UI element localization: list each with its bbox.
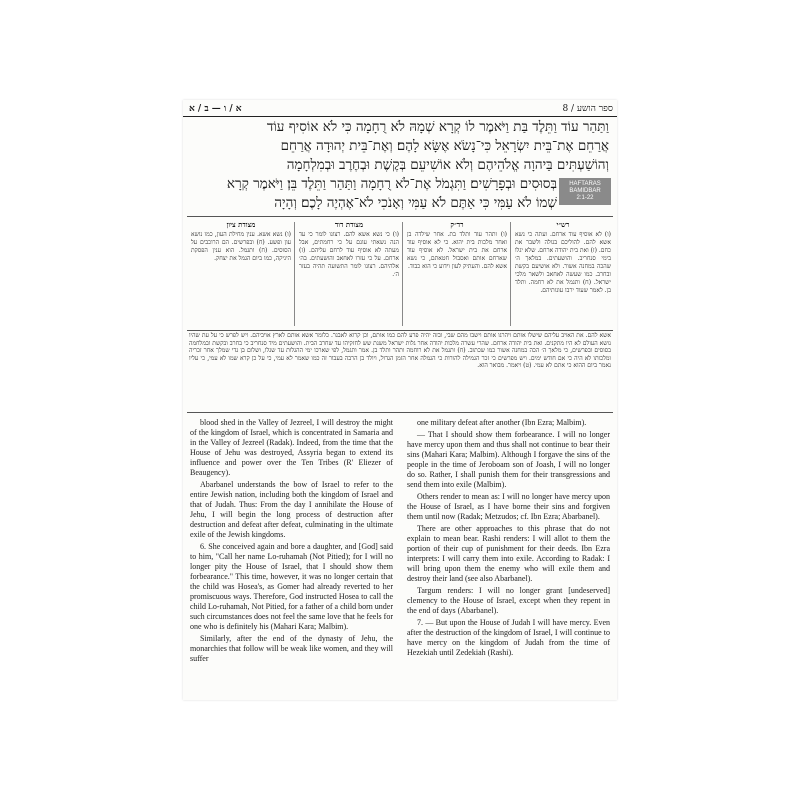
- commentary-column-metzudas-david: [299, 220, 399, 328]
- commentary-text: (ו) לא אוסיף עוד ארחם. ועתה כי נשא אשא להם. להוליכם בגולה ולשבר את כחם. (ז) ואת בית יהודה ארחם. שלא יגלו בימי סנחריב. והושעתים. במלאך ה׳ שהכה במחנה אשור. ולא אושיעם בקשת ובחרב. כמו שעשה לאחאב ולשאר מלכי ישראל. (ח) ותגמל את לא רחמה. ותלד בן. לאמר שעוד ירבו עונותיהם.: [515, 231, 611, 294]
- commentary-continuation: אשא להם. את האויב עליהם שישלו אותם ויהרגו אותם וישבו מהם שבי, ובזה יהיה פרע להם כמו אותם, וכן קרוא לאבנר. כלומר אשא אותם לארץ אויביהם. ויש לפרש כי על עת שהיו נושא העולם לא היו מתקנים. ואת בית יהודה ארחם. שהרי עשרה מלכות יהודה אחר גלות ישראל משנת שש לחזקיהו עד שחרב הבית. והושעתים מיד סנחריב כי בחרב ובקשת ובמלחמה בסוסים ובפרשים, כי מלאך ה׳ הכה במחנה אשור כמו שכתוב. (ח) ותגמל את לא רוחמה ותהר ותלד בן. אמר ותגמל, לפי שארכו ימי ההגלות עד שגלו, ושלום בן גדי שמלך אחר זכריה ומלכותו לא היה כי אם חודש ימים. ויש מפרשים כי זכר הגמילה להורות כי הגמלה אחר הזמן הגדול, ויולד בן הרבה בעבור זה כמו שאמר לא עמי, כי על כן קרא שמו לא עמי, כי עליו נאמר ביום ההוא כי אתם לא עמי. (ט) ויאמר. מבואר הוא.: [189, 332, 611, 370]
- verse-line: וְהוֹשַׁעְתִּים בַּיהוָה אֱלֹהֵיהֶם וְלֹא אוֹשִׁיעֵם בְּקֶשֶׁת וּבְחֶרֶב וּבְמִלְחָמָה: [286, 157, 609, 173]
- english-paragraph: Similarly, after the end of the dynasty of Jehu, the monarchies that follow will be weak like women, and they will suffer: [190, 634, 393, 663]
- commentary-title: מצודת ציון: [226, 220, 256, 229]
- english-column-right: [407, 418, 610, 660]
- verse-line: שְׁמוֹ לֹא עַמִּי כִּי אַתֶּם לֹא עַמִּי וְאָנֹכִי לֹא־אֶהְיֶה לָכֶם׃ וְהָיָה: [274, 195, 557, 211]
- haftaras-label-line: 2:1-22: [576, 195, 594, 201]
- english-paragraph: There are other approaches to this phrase that do not explain to mean bear. Rashi renders: I will allot to them the portion of their cup of punishment for their deeds. Ibn Ezra interprets: I will carry them into exile. According to Radak: I will bring upon them the enemy who will exile them and destroy their land (see also Abarbanel).: [407, 524, 610, 583]
- chapter-reference: א / ו — ב / א: [189, 104, 242, 114]
- english-paragraph: blood shed in the Valley of Jezreel, I will destroy the might of the kingdom of Israel, which is concentrated in Samaria and in the Valley of Jezreel (Radak). Indeed, from the time that the House of Jehu was destroyed, Assyria began to extend its influence and power over the Ten Tribes (R' Eliezer of Beaugency).: [190, 418, 393, 477]
- commentary-column-rashi: [515, 220, 611, 328]
- english-paragraph: 6. She conceived again and bore a daughter, and [God] said to him, "Call her name Lo-ruhamah (Not Pitied); for I will no longer pity the House of Israel, that I should show them forbearance." This time, however, it was no longer certain that the child was Hosea's, as Gomer had already reverted to her promiscuous ways. Therefore, God instructed Hosea to call the child Lo-ruhamah, Not Pitied, for a father of a child born under such circumstances does not feel the same love that he feels for one who is definitely his (Mahari Kara; Malbim).: [190, 542, 393, 631]
- haftaras-label-line: HAFTARAS: [569, 181, 601, 187]
- commentary-title: רש״י: [556, 220, 570, 229]
- english-paragraph: Others render to mean as: I will no longer have mercy upon the House of Israel, as I have borne their sins and forgiven them until now (Radak; Metzudos; cf. Ibn Ezra; Abarbanel).: [407, 492, 610, 521]
- book-title: ספר הושע / 8: [562, 104, 613, 114]
- column-divider: [402, 222, 403, 326]
- verse-line: אֲרַחֵם אֶת־בֵּית יִשְׂרָאֵל כִּי־נָשֹׂא אֶשָּׂא לָהֶם׃ וְאֶת־בֵּית יְהוּדָה אֲרַחֵם: [280, 138, 609, 154]
- english-paragraph: Abarbanel understands the bow of Israel to refer to the entire Jewish nation, including both the kingdom of Israel and that of Judah. Thus: From the day I annihilate the House of Jehu, I will begin the long process of destruction after destruction and defeat after defeat, culminating in the ultimate exile of the Jewish kingdoms.: [190, 480, 393, 539]
- divider: [187, 216, 613, 217]
- commentary-text: (ו) כי נשא אשא להם. רצונו לומר כי עד הנה נשאתי עונם על כי רחמתים, אבל מעתה לא אוסיף עוד לרחם עליהם. (ז) ארחם. על כי עזרו לאחאב והושעתים. בה׳ אלהיהם. רצונו לומר התשועה תהיה בעזר ה׳.: [299, 231, 399, 278]
- divider: [187, 412, 613, 413]
- commentary-title: מצודת דוד: [334, 220, 364, 229]
- commentary-text: (ו) נשא אשא. ענין מחילת העון, כמו נושא עון ופשע. (ח) ובפרשים. הם הרוכבים על הסוסים. (ח) ותגמל. הוא ענין הפסקת היניקה, כמו ביום הגמל את יצחק.: [191, 231, 291, 262]
- book-page: [183, 100, 617, 700]
- column-divider: [294, 222, 295, 326]
- english-column-left: [190, 418, 393, 666]
- column-divider: [510, 222, 511, 326]
- english-paragraph: — That I should show them forbearance. I will no longer have mercy upon them and thus shall not continue to bear their sins (Mahari Kara; Malbim). Although I forgave the sins of the people in the time of Jeroboam son of Joash, I will no longer do so. Rather, I shall punish them for their transgressions and send them into exile (Malbim).: [407, 430, 610, 489]
- haftaras-label: [559, 178, 611, 205]
- divider: [187, 330, 613, 331]
- english-paragraph: 7. — But upon the House of Judah I will have mercy. Even after the destruction of the kingdom of Israel, I will continue to have mercy on the kingdom of Judah from the time of Hezekiah until Zedekiah (Rashi).: [407, 618, 610, 657]
- commentary-title: רד״ק: [450, 220, 464, 229]
- haftaras-label-line: BAMIDBAR: [569, 188, 601, 194]
- verse-line: בְּסוּסִים וּבְפָרָשִׁים׃ וַתִּגְמֹל אֶת־לֹא רֻחָמָה וַתַּהַר וַתֵּלֶד בֵּן׃ וַיֹּאמֶר קְרָא: [226, 176, 557, 192]
- verse-line: וַתַּהַר עוֹד וַתֵּלֶד בַּת וַיֹּאמֶר לוֹ קְרָא שְׁמָהּ לֹא רֻחָמָה כִּי לֹא אוֹסִיף עוֹד: [266, 119, 609, 135]
- english-paragraph: one military defeat after another (Ibn Ezra; Malbim).: [417, 418, 587, 427]
- commentary-column-metzudas-zion: [191, 220, 291, 328]
- page-header: [183, 102, 617, 117]
- commentary-column-radak: [407, 220, 507, 328]
- commentary-text: (ו) ותהר עוד ותלד בת. אחר שילדה בן ואחר מלכות בית יהוא. כי לא אוסיף עוד ארחם את בית ישראל. לא אוסיף עוד שארחם אותם ואסבול חטאתם, כי נשא אשא להם. והעתיק לעון וידוע כי הוא כבוד.: [407, 231, 507, 270]
- english-paragraph: Targum renders: I will no longer grant [undeserved] clemency to the House of Israel, except when they repent in the end of days (Abarbanel).: [407, 586, 610, 615]
